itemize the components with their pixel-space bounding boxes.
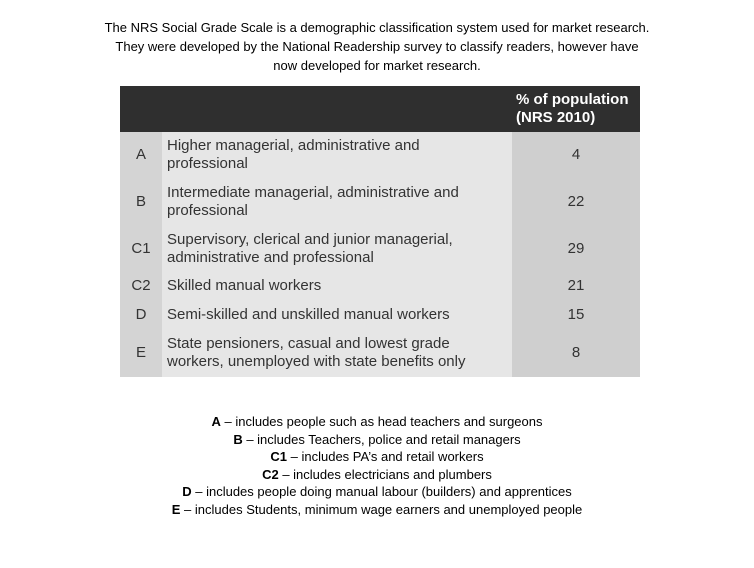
social-grade-table	[120, 86, 640, 377]
legend-code: D	[182, 484, 192, 500]
legend-text: – includes people such as head teachers and surgeons	[220, 414, 543, 429]
legend-text: – includes Students, minimum wage earners and unemployed people	[180, 501, 583, 517]
grade-code: C2	[120, 272, 162, 300]
description-line: professional	[167, 201, 248, 219]
legend-item	[60, 413, 694, 431]
population-percent: 15	[512, 300, 640, 329]
grade-legend	[60, 413, 694, 519]
description-line: Supervisory, clerical and junior managerial,	[167, 230, 453, 248]
header-percent-label: % of population	[516, 91, 629, 108]
intro-line: now developed for market research.	[273, 58, 481, 73]
description-line: Semi-skilled and unskilled manual workers	[167, 305, 450, 323]
table-row	[120, 272, 640, 300]
description-line: Skilled manual workers	[167, 277, 322, 294]
table-header-row	[120, 86, 640, 132]
legend-code: C2	[262, 466, 279, 482]
intro-paragraph	[60, 18, 694, 75]
header-percent-cell	[512, 86, 640, 132]
grade-description	[162, 329, 512, 377]
header-description-cell	[162, 86, 512, 132]
legend-item	[60, 448, 694, 466]
grade-code: D	[120, 300, 162, 329]
population-percent: 8	[512, 329, 640, 377]
description-line: workers, unemployed with state benefits only	[167, 353, 466, 370]
population-percent: 22	[512, 178, 640, 225]
header-percent-source: (NRS 2010)	[516, 109, 596, 126]
legend-item	[60, 466, 694, 484]
grade-description	[162, 178, 512, 225]
legend-item	[60, 483, 694, 501]
legend-code: A	[211, 414, 221, 429]
population-percent: 4	[512, 132, 640, 178]
grade-code: E	[120, 329, 162, 377]
table-row	[120, 178, 640, 225]
grade-description	[162, 272, 512, 300]
description-line: administrative and professional	[167, 248, 374, 266]
description-line: Higher managerial, administrative and	[167, 137, 420, 154]
intro-line: They were developed by the National Readership survey to classify readers, however have	[115, 39, 639, 54]
table-row	[120, 225, 640, 272]
legend-code: C1	[270, 449, 288, 465]
legend-text: – includes PA’s and retail workers	[287, 449, 484, 465]
legend-item	[60, 501, 694, 519]
table-row	[120, 132, 640, 178]
header-code-cell	[120, 86, 162, 132]
legend-item	[60, 431, 694, 449]
table-row	[120, 329, 640, 377]
legend-code: E	[171, 501, 181, 517]
grade-code: A	[120, 132, 162, 178]
grade-code: C1	[120, 225, 162, 272]
description-line: State pensioners, casual and lowest grade	[167, 335, 450, 352]
grade-description	[162, 225, 512, 272]
description-line: professional	[167, 155, 248, 172]
grade-code: B	[120, 178, 162, 225]
population-percent: 29	[512, 225, 640, 272]
legend-text: – includes electricians and plumbers	[278, 466, 492, 482]
table-row	[120, 300, 640, 329]
population-percent: 21	[512, 272, 640, 300]
intro-line: The NRS Social Grade Scale is a demographic classification system used for market research.	[104, 20, 650, 35]
legend-text: – includes people doing manual labour (builders) and apprentices	[191, 484, 572, 500]
grade-description	[162, 132, 512, 178]
legend-code: B	[233, 431, 243, 447]
grade-description	[162, 300, 512, 329]
description-line: Intermediate managerial, administrative and	[167, 183, 459, 201]
legend-text: – includes Teachers, police and retail managers	[242, 431, 521, 447]
